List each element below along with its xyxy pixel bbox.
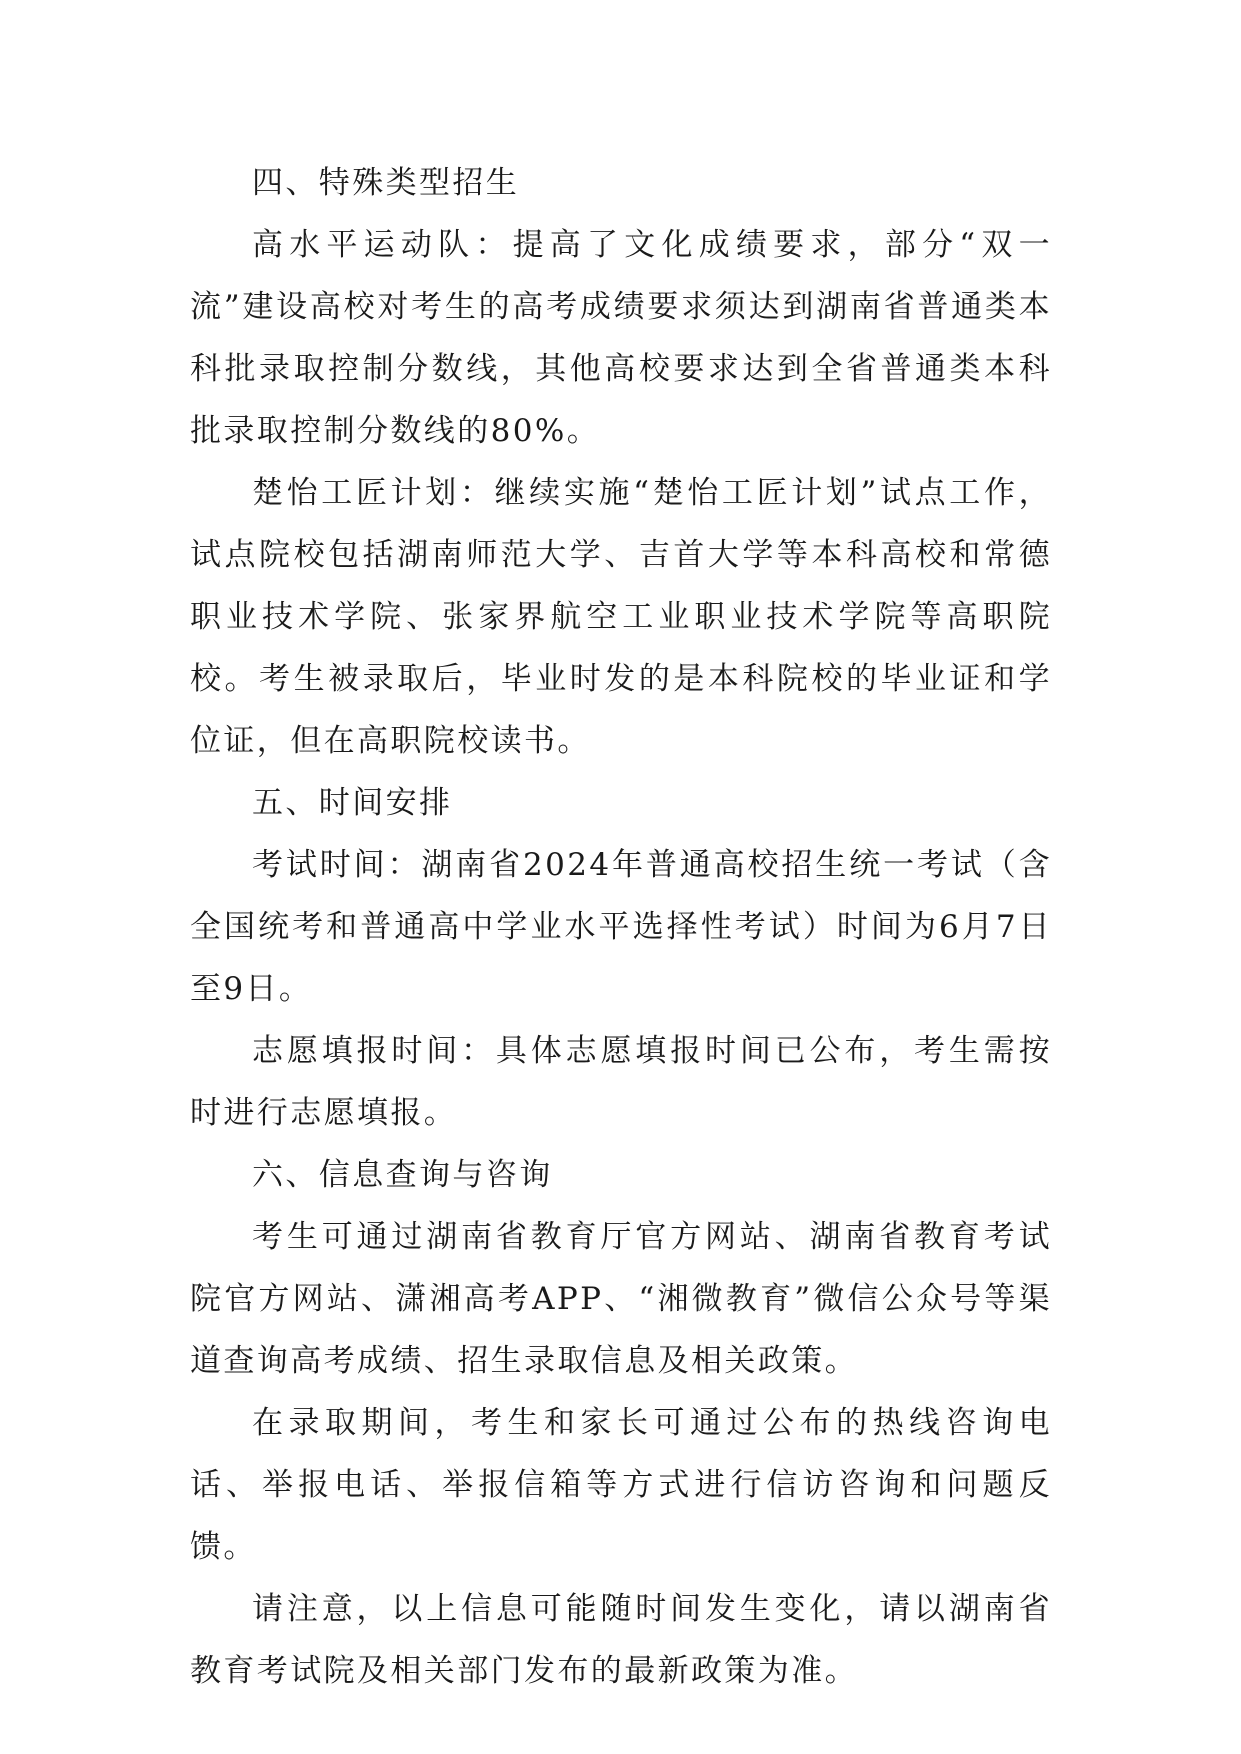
section-heading-special-admission: 四、特殊类型招生 — [252, 165, 520, 201]
document-body — [190, 152, 1052, 1702]
paragraph-chuyi-craftsman-plan: 楚怡工匠计划：继续实施“楚怡工匠计划”试点工作，试点院校包括湖南师范大学、吉首大学等本科高校和常德职业技术学院、张家界航空工业职业技术学院等高职院校。考生被录取后，毕业时发的是本科院校的毕业证和学位证，但在高职院校读书。 — [190, 475, 1052, 759]
paragraph-notice: 请注意，以上信息可能随时间发生变化，请以湖南省教育考试院及相关部门发布的最新政策为准。 — [190, 1591, 1052, 1689]
paragraph-exam-time: 考试时间：湖南省2024年普通高校招生统一考试（含全国统考和普通高中学业水平选择性考试）时间为6月7日至9日。 — [190, 847, 1052, 1007]
section-heading-inquiry: 六、信息查询与咨询 — [252, 1157, 553, 1193]
section-heading-schedule: 五、时间安排 — [252, 785, 453, 821]
paragraph-sports-team: 高水平运动队：提高了文化成绩要求，部分“双一流”建设高校对考生的高考成绩要求须达到湖南省普通类本科批录取控制分数线，其他高校要求达到全省普通类本科批录取控制分数线的80%。 — [190, 227, 1052, 449]
paragraph-consultation-feedback: 在录取期间，考生和家长可通过公布的热线咨询电话、举报电话、举报信箱等方式进行信访咨询和问题反馈。 — [190, 1405, 1052, 1565]
paragraph-inquiry-channels: 考生可通过湖南省教育厅官方网站、湖南省教育考试院官方网站、潇湘高考APP、“湘微教育”微信公众号等渠道查询高考成绩、招生录取信息及相关政策。 — [190, 1219, 1052, 1379]
paragraph-application-time: 志愿填报时间：具体志愿填报时间已公布，考生需按时进行志愿填报。 — [190, 1033, 1052, 1131]
